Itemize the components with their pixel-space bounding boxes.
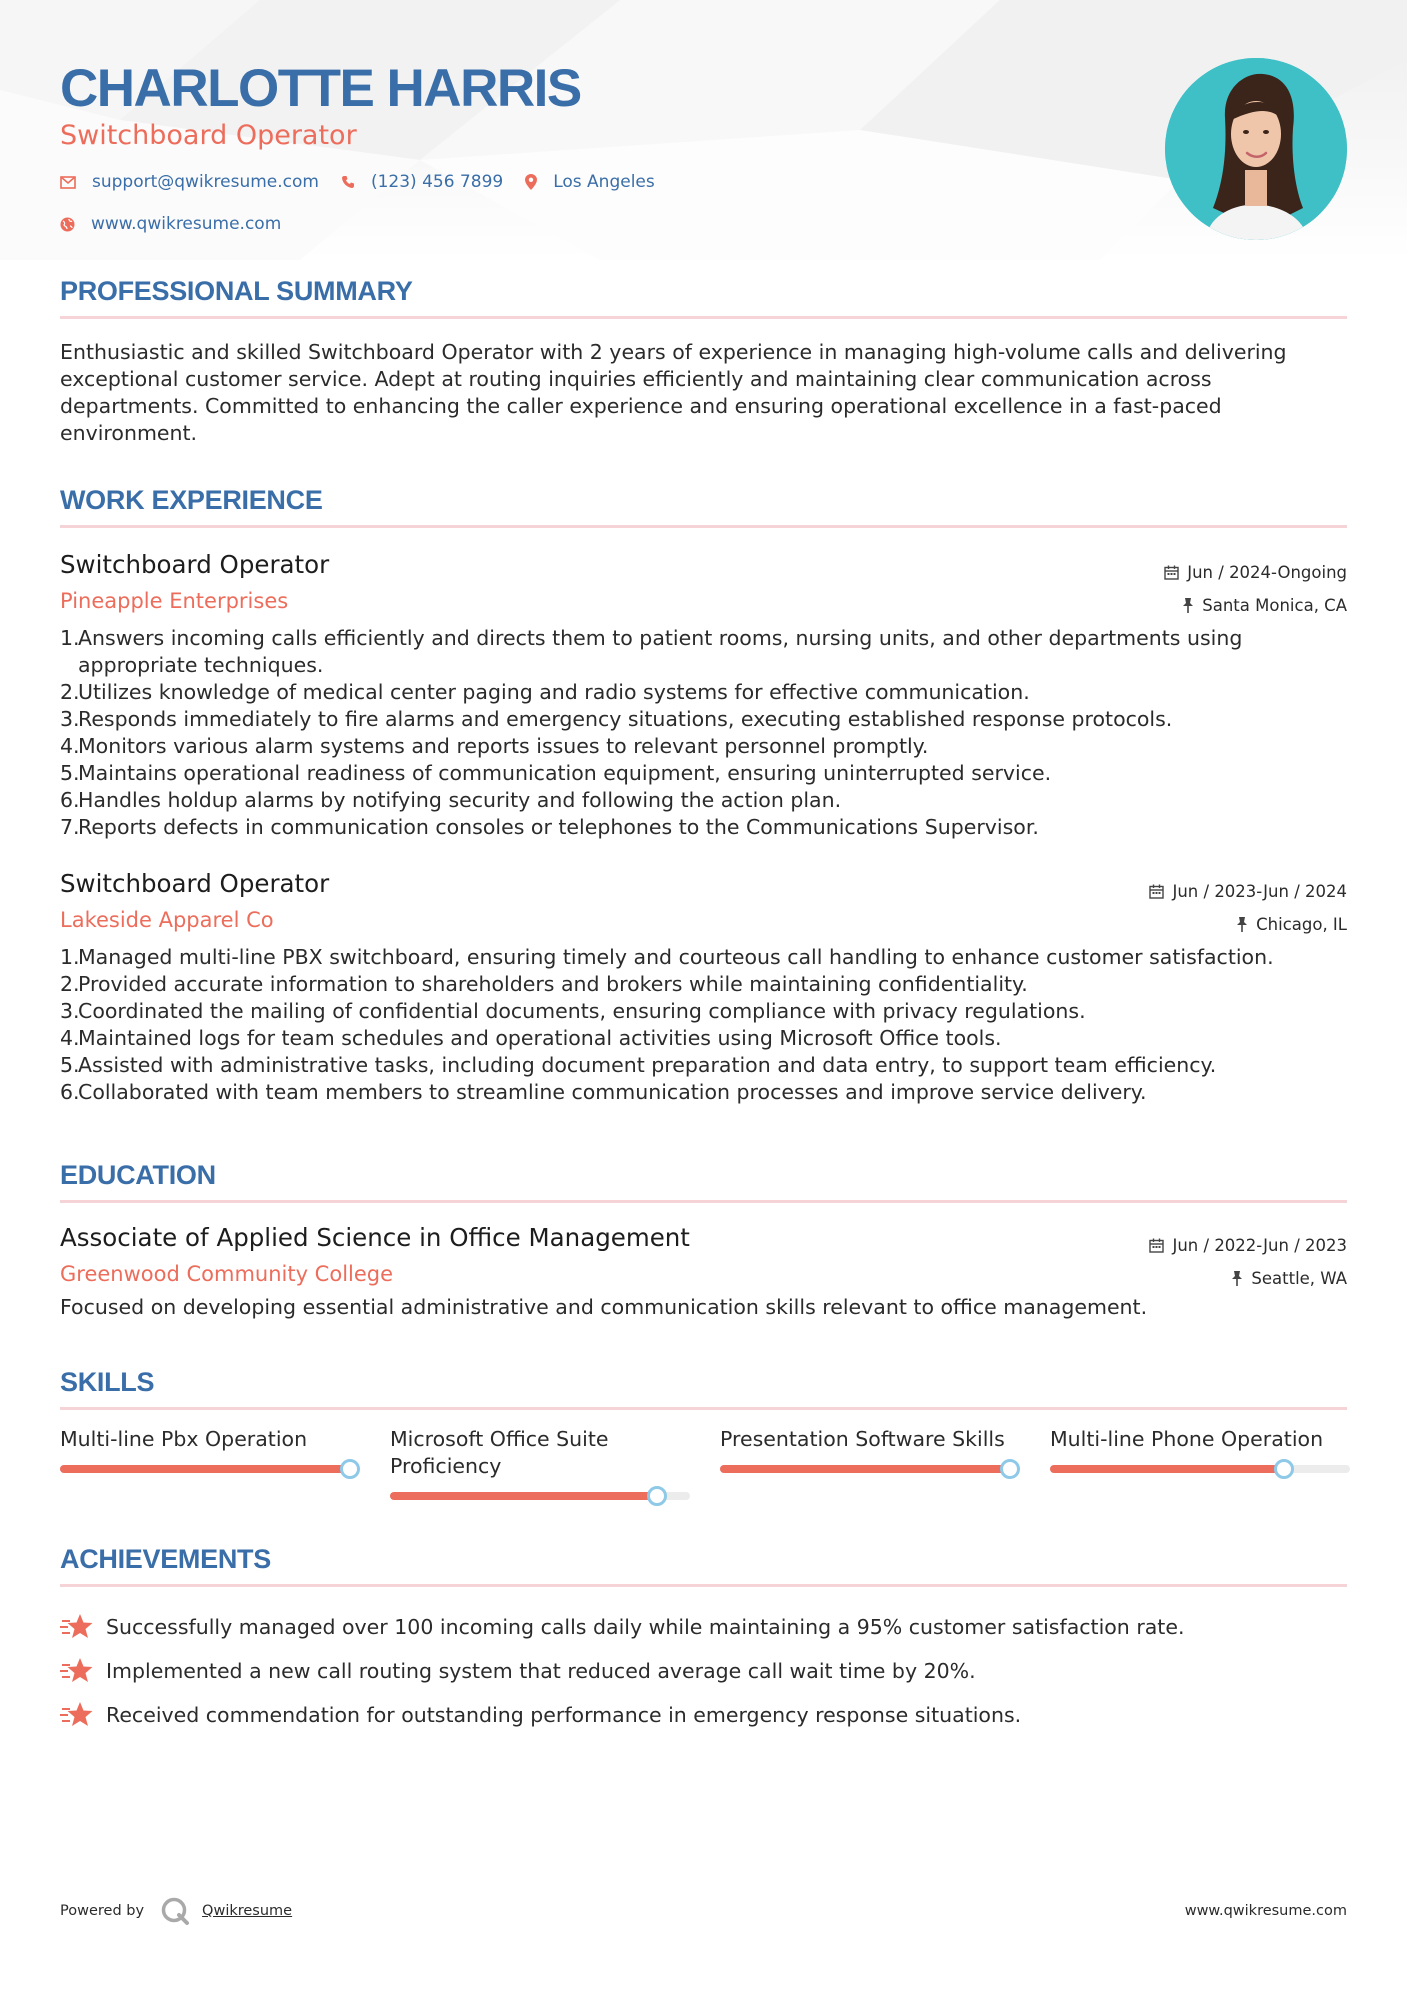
calendar-icon xyxy=(1149,1238,1164,1253)
school-name: Greenwood Community College xyxy=(60,1262,394,1286)
job-meta xyxy=(1164,556,1347,622)
qwikresume-link[interactable]: Qwikresume xyxy=(202,1903,293,1919)
phone-number: (123) 456 7899 xyxy=(370,172,504,192)
contact-row xyxy=(60,172,677,192)
contact-row-2 xyxy=(60,214,303,234)
job-responsibilities xyxy=(60,625,1347,841)
education-location: Seattle, WA xyxy=(1251,1269,1347,1288)
section-divider xyxy=(60,1407,1347,1410)
skills-heading: SKILLS xyxy=(60,1367,155,1397)
map-pin-icon xyxy=(525,174,537,190)
resume-header xyxy=(60,0,1347,258)
section-divider xyxy=(60,1584,1347,1587)
list-item xyxy=(60,1693,1347,1737)
envelope-icon xyxy=(60,176,76,189)
summary-heading: PROFESSIONAL SUMMARY xyxy=(60,276,413,306)
skill-level-bar xyxy=(60,1465,360,1473)
job-responsibilities xyxy=(60,944,1347,1106)
list-item: 2. Utilizes knowledge of medical center paging and radio systems for effective communication. xyxy=(60,680,1030,704)
education-meta xyxy=(1149,1229,1347,1295)
achievement-text: Successfully managed over 100 incoming calls daily while maintaining a 95% customer satisfaction rate. xyxy=(106,1615,1185,1639)
job-title: Switchboard Operator xyxy=(60,550,330,579)
page-footer xyxy=(60,1896,1347,1926)
globe-icon xyxy=(60,217,75,232)
pushpin-icon xyxy=(1236,917,1248,932)
degree-title: Associate of Applied Science in Office Management xyxy=(60,1223,690,1252)
list-item: 1. Managed multi-line PBX switchboard, ensuring timely and courteous call handling to enhance customer satisfaction. xyxy=(60,945,1274,969)
location-text: Los Angeles xyxy=(553,172,655,192)
qwikresume-logo-icon xyxy=(160,1896,190,1926)
powered-by-label: Powered by xyxy=(60,1903,145,1919)
education-date: Jun / 2022-Jun / 2023 xyxy=(1172,1236,1347,1255)
summary-section xyxy=(60,276,1347,447)
skill-name: Multi-line Pbx Operation xyxy=(60,1427,308,1451)
skill-name: Multi-line Phone Operation xyxy=(1050,1427,1324,1451)
skill-item xyxy=(1050,1426,1350,1500)
job-location: Chicago, IL xyxy=(1256,915,1347,934)
skill-item xyxy=(60,1426,360,1500)
achievement-text: Received commendation for outstanding performance in emergency response situations. xyxy=(106,1703,1022,1727)
skill-name: Presentation Software Skills xyxy=(720,1427,1005,1451)
list-item xyxy=(60,1605,1347,1649)
skill-name: Microsoft Office Suite Proficiency xyxy=(390,1427,609,1478)
phone-icon xyxy=(341,175,355,189)
contact-email xyxy=(60,172,319,192)
achievements-section xyxy=(60,1544,1347,1737)
skill-item xyxy=(390,1426,690,1500)
experience-heading: WORK EXPERIENCE xyxy=(60,485,323,515)
skill-level-fill xyxy=(60,1465,354,1473)
website-link[interactable]: www.qwikresume.com xyxy=(91,214,282,234)
skill-level-fill xyxy=(720,1465,1014,1473)
list-item: 4. Maintained logs for team schedules and operational activities using Microsoft Office tools. xyxy=(60,1026,1002,1050)
contact-phone xyxy=(341,172,503,192)
skill-level-knob xyxy=(340,1459,360,1479)
section-divider xyxy=(60,525,1347,528)
list-item: 4. Monitors various alarm systems and reports issues to relevant personnel promptly. xyxy=(60,734,929,758)
list-item: 1. Answers incoming calls efficiently and directs them to patient rooms, nursing units, and other departments using appropriate techniques. xyxy=(60,626,1243,677)
job-date: Jun / 2024-Ongoing xyxy=(1187,563,1347,582)
pushpin-icon xyxy=(1182,598,1194,613)
list-item: 7. Reports defects in communication consoles or telephones to the Communications Supervisor. xyxy=(60,815,1039,839)
list-item: 2. Provided accurate information to shareholders and brokers while maintaining confidentiality. xyxy=(60,972,1028,996)
education-description: Focused on developing essential administrative and communication skills relevant to office management. xyxy=(60,1295,1148,1319)
skill-level-bar xyxy=(720,1465,1020,1473)
skill-level-fill xyxy=(390,1492,651,1500)
footer-website-link[interactable]: www.qwikresume.com xyxy=(1184,1903,1347,1919)
skill-level-knob xyxy=(647,1486,667,1506)
email-link[interactable]: support@qwikresume.com xyxy=(92,172,319,192)
list-item: 5. Maintains operational readiness of communication equipment, ensuring uninterrupted service. xyxy=(60,761,1052,785)
job-location: Santa Monica, CA xyxy=(1202,596,1347,615)
list-item: 3. Coordinated the mailing of confidential documents, ensuring compliance with privacy regulations. xyxy=(60,999,1086,1023)
list-item xyxy=(60,1649,1347,1693)
achievement-text: Implemented a new call routing system that reduced average call wait time by 20%. xyxy=(106,1659,976,1683)
job-title: Switchboard Operator xyxy=(60,869,330,898)
education-heading: EDUCATION xyxy=(60,1160,216,1190)
job-entry xyxy=(60,550,1347,841)
skills-list xyxy=(60,1426,1347,1500)
achievements-heading: ACHIEVEMENTS xyxy=(60,1544,271,1574)
contact-website xyxy=(60,214,281,234)
job-entry xyxy=(60,869,1347,1106)
star-icon xyxy=(60,1701,94,1729)
skill-item xyxy=(720,1426,1020,1500)
calendar-icon xyxy=(1149,884,1164,899)
powered-by xyxy=(60,1896,292,1926)
job-meta xyxy=(1149,875,1347,941)
contact-location xyxy=(525,172,655,192)
summary-text: Enthusiastic and skilled Switchboard Operator with 2 years of experience in managing high-volume calls and delivering exceptional customer service. Adept at routing inquiries efficiently and maintaining clear communication across departments. Committed to enhancing the caller experience and ensuring operational excellence in a fast-paced environment. xyxy=(60,340,1287,445)
job-company: Pineapple Enterprises xyxy=(60,589,289,613)
profile-portrait xyxy=(1165,58,1347,240)
profile-photo xyxy=(1165,58,1347,240)
list-item: 6. Collaborated with team members to streamline communication processes and improve service delivery. xyxy=(60,1080,1147,1104)
education-section xyxy=(60,1160,1347,1321)
list-item: 3. Responds immediately to fire alarms and emergency situations, executing established response protocols. xyxy=(60,707,1173,731)
section-divider xyxy=(60,316,1347,319)
list-item: 5. Assisted with administrative tasks, including document preparation and data entry, to support team efficiency. xyxy=(60,1053,1217,1077)
calendar-icon xyxy=(1164,565,1179,580)
star-icon xyxy=(60,1657,94,1685)
skill-level-bar xyxy=(390,1492,690,1500)
section-divider xyxy=(60,1200,1347,1203)
skill-level-knob xyxy=(1274,1459,1294,1479)
list-item: 6. Handles holdup alarms by notifying security and following the action plan. xyxy=(60,788,842,812)
achievements-list xyxy=(60,1605,1347,1737)
skill-level-fill xyxy=(1050,1465,1278,1473)
education-entry xyxy=(60,1223,1347,1321)
skill-level-bar xyxy=(1050,1465,1350,1473)
job-company: Lakeside Apparel Co xyxy=(60,908,274,932)
experience-section xyxy=(60,485,1347,1106)
pushpin-icon xyxy=(1231,1271,1243,1286)
skills-section xyxy=(60,1367,1347,1500)
skill-level-knob xyxy=(1000,1459,1020,1479)
candidate-name: CHARLOTTE HARRIS xyxy=(60,59,581,118)
candidate-role: Switchboard Operator xyxy=(60,120,357,151)
star-icon xyxy=(60,1613,94,1641)
job-date: Jun / 2023-Jun / 2024 xyxy=(1172,882,1347,901)
